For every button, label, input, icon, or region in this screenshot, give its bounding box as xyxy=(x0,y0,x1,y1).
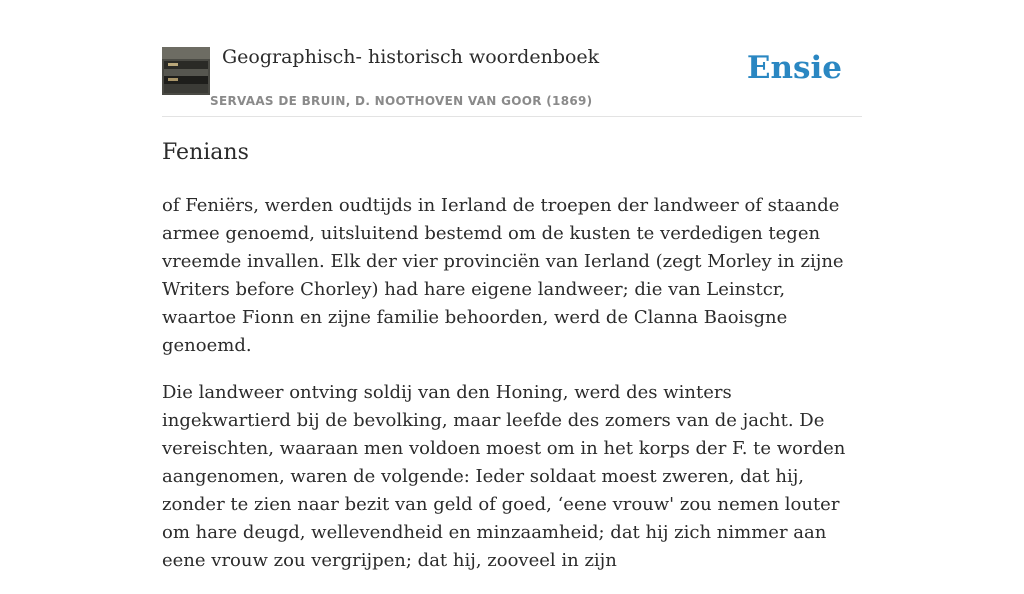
book-title[interactable]: Geographisch- historisch woordenboek xyxy=(222,46,600,68)
entry-title: Fenians xyxy=(162,140,249,165)
header xyxy=(162,40,862,117)
entry-body xyxy=(162,192,862,594)
entry-paragraph: of Feniërs, werden oudtijds in Ierland de troepen der landweer of staande armee genoemd, uitsluitend bestemd om de kusten te verdedigen tegen vreemde invallen. Elk der vier provinciën van Ierland (zegt Morley in zijne Writers before Chorley) had hare eigene landweer; die van Leinstcr, waartoe Fionn en zijne familie behoorden, werd de Clanna Baoisgne genoemd. xyxy=(162,195,844,356)
brand-logo[interactable]: Ensie xyxy=(746,50,842,86)
entry-paragraph: Die landweer ontving soldij van den Honing, werd des winters ingekwartierd bij de bevolking, maar leefde des zomers van de jacht. De vereischten, waaraan men voldoen moest om in het korps der F. te worden aangenomen, waren de volgende: Ieder soldaat moest zweren, dat hij, zonder te zien naar bezit van geld of goed, ‘eene vrouw' zou nemen louter om hare deugd, wellevendheid en minzaamheid; dat hij zich nimmer aan eene vrouw zou vergrijpen; dat hij, zooveel in zijn xyxy=(162,382,846,571)
book-authors-year: SERVAAS DE BRUIN, D. NOOTHOVEN VAN GOOR (1869) xyxy=(210,94,593,108)
book-cover-avatar[interactable] xyxy=(162,47,210,95)
book-spines-icon xyxy=(162,47,210,95)
